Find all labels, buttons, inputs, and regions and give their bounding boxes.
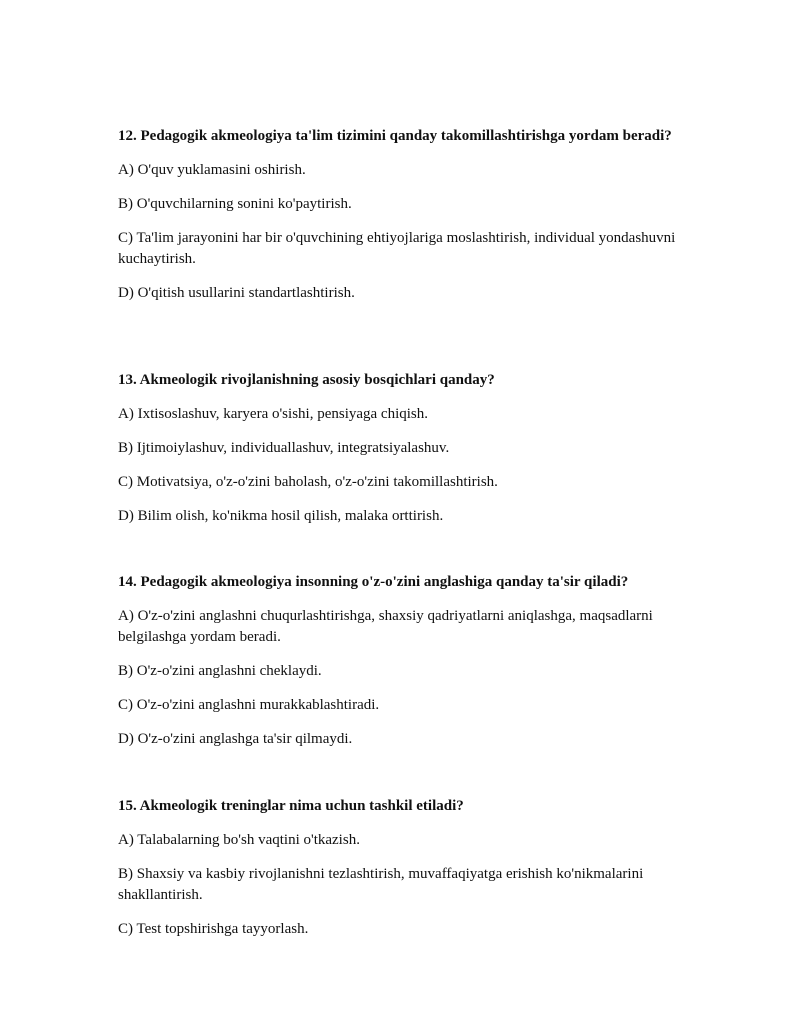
answer-option-a: A) O'quv yuklamasini oshirish. <box>118 162 306 178</box>
question-14 <box>118 572 688 763</box>
answer-option-d: D) O'z-o'zini anglashga ta'sir qilmaydi. <box>118 731 353 747</box>
answer-option-a: A) Talabalarning bo'sh vaqtini o'tkazish. <box>118 832 360 848</box>
answer-option-b: B) O'quvchilarning sonini ko'paytirish. <box>118 196 352 212</box>
answer-option-b: B) Shaxsiy va kasbiy rivojlanishni tezlashtirish, muvaffaqiyatga erishish ko'nikmalarini shakllantirish. <box>118 866 644 903</box>
answer-option-c: C) O'z-o'zini anglashni murakkablashtiradi. <box>118 697 380 713</box>
question-title: 13. Akmeologik rivojlanishning asosiy bosqichlari qanday? <box>118 372 495 388</box>
question-12 <box>118 126 688 317</box>
question-title: 14. Pedagogik akmeologiya insonning o'z-o'zini anglashiga qanday ta'sir qiladi? <box>118 574 629 590</box>
question-title: 12. Pedagogik akmeologiya ta'lim tizimini qanday takomillashtirishga yordam beradi? <box>118 128 672 144</box>
question-15 <box>118 796 688 953</box>
answer-option-d: D) O'qitish usullarini standartlashtirish. <box>118 285 355 301</box>
answer-option-a: A) O'z-o'zini anglashni chuqurlashtirishga, shaxsiy qadriyatlarni aniqlashga, maqsadlarni belgilashga yordam beradi. <box>118 608 653 645</box>
answer-option-b: B) Ijtimoiylashuv, individuallashuv, integratsiyalashuv. <box>118 440 450 456</box>
answer-option-a: A) Ixtisoslashuv, karyera o'sishi, pensiyaga chiqish. <box>118 406 429 422</box>
answer-option-d: D) Bilim olish, ko'nikma hosil qilish, malaka orttirish. <box>118 508 444 524</box>
question-title: 15. Akmeologik treninglar nima uchun tashkil etiladi? <box>118 798 464 814</box>
answer-option-c: C) Motivatsiya, o'z-o'zini baholash, o'z-o'zini takomillashtirish. <box>118 474 498 490</box>
answer-option-b: B) O'z-o'zini anglashni cheklaydi. <box>118 663 322 679</box>
question-13 <box>118 370 688 540</box>
answer-option-c: C) Ta'lim jarayonini har bir o'quvchining ehtiyojlariga moslashtirish, individual yondashuvni kuchaytirish. <box>118 230 676 267</box>
answer-option-c: C) Test topshirishga tayyorlash. <box>118 921 309 937</box>
